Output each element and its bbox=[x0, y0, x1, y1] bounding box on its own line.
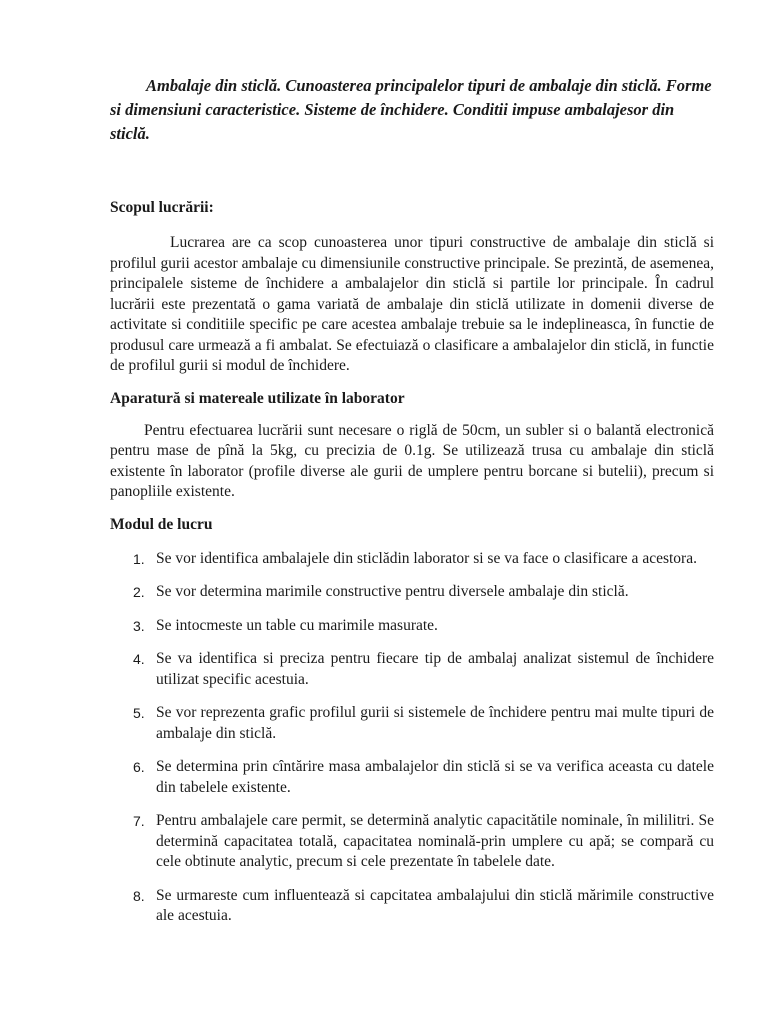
list-item bbox=[110, 549, 714, 570]
list-item-number: 5. bbox=[133, 705, 145, 721]
list-item-text: Se vor reprezenta grafic profilul gurii si sistemele de închidere pentru mai multe tipuri de ambalaje din sticlă. bbox=[156, 704, 714, 742]
list-item-text: Se urmareste cum influentează si capcitatea ambalajului din sticlă mărimile constructive ale acestuia. bbox=[156, 886, 714, 924]
document-title: Ambalaje din sticlă. Cunoasterea principalelor tipuri de ambalaje din sticlă. Forme si dimensiuni caracteristice. Sisteme de închidere. Conditii impuse ambalajesor din sticlă. bbox=[110, 76, 712, 143]
list-item bbox=[110, 582, 714, 603]
list-item-text: Se vor identifica ambalajele din sticlădin laborator si se va face o clasificare a acestora. bbox=[156, 549, 697, 567]
method-steps-list bbox=[110, 549, 714, 927]
list-item-number: 8. bbox=[133, 887, 145, 904]
list-item bbox=[110, 757, 714, 798]
scope-paragraph: Lucrarea are ca scop cunoasterea unor tipuri constructive de ambalaje din sticlă si profilul gurii acestor ambalaje cu dimensiunile constructive principale. Se prezintă, de asemenea, principalele sisteme de închidere a ambalajelor din sticlă si partile lor principale. În cadrul lucrării este prezentată o gama variată de ambalaje din sticlă utilizate in domenii diverse de activitate si conditiile specific pe care acestea ambalaje trebuie sa le indeplineasca, în functie de produsul care urmează a fi ambalat. Se efectuiază o clasificare a ambalajelor din sticlă, in functie de profilul gurii si modul de închidere. bbox=[110, 234, 714, 374]
list-item-text: Se determina prin cîntărire masa ambalajelor din sticlă si se va verifica aceasta cu datele din tabelele existente. bbox=[156, 758, 714, 796]
scope-heading: Scopul lucrării: bbox=[110, 199, 214, 216]
list-item-text: Se intocmeste un table cu marimile masurate. bbox=[156, 616, 438, 634]
list-item bbox=[110, 649, 714, 690]
list-item-number: 4. bbox=[133, 651, 145, 667]
list-item-number: 6. bbox=[133, 759, 145, 775]
list-item-number: 1. bbox=[133, 550, 145, 567]
list-item-number: 7. bbox=[133, 813, 145, 829]
list-item-text: Pentru ambalajele care permit, se determină analytic capacitătile nominale, în mililitri. Se determină capacitatea totală, capacitatea nominală-prin umplere cu apă; se compară cu cele obtinute analytic, precum si cele prezentate în tabelele date. bbox=[156, 812, 714, 870]
list-item-number: 3. bbox=[133, 617, 145, 634]
list-item-number: 2. bbox=[133, 584, 145, 600]
list-item bbox=[110, 886, 714, 927]
list-item-text: Se vor determina marimile constructive pentru diversele ambalaje din sticlă. bbox=[156, 583, 629, 600]
document-page bbox=[110, 74, 714, 927]
materials-heading: Aparatură si matereale utilizate în laborator bbox=[110, 389, 405, 407]
list-item bbox=[110, 616, 714, 637]
method-heading: Modul de lucru bbox=[110, 515, 213, 533]
list-item-text: Se va identifica si preciza pentru fiecare tip de ambalaj analizat sistemul de închidere utilizat specific acestuia. bbox=[156, 650, 714, 688]
materials-paragraph: Pentru efectuarea lucrării sunt necesare o riglă de 50cm, un subler si o balantă electronică pentru mase de pînă la 5kg, cu precizia de 0.1g. Se utilizează trusa cu ambalaje din sticlă existente în laborator (profile diverse ale gurii de umplere pentru borcane si butelii), precum si panopliile existente. bbox=[110, 421, 714, 500]
list-item bbox=[110, 811, 714, 873]
list-item bbox=[110, 703, 714, 744]
